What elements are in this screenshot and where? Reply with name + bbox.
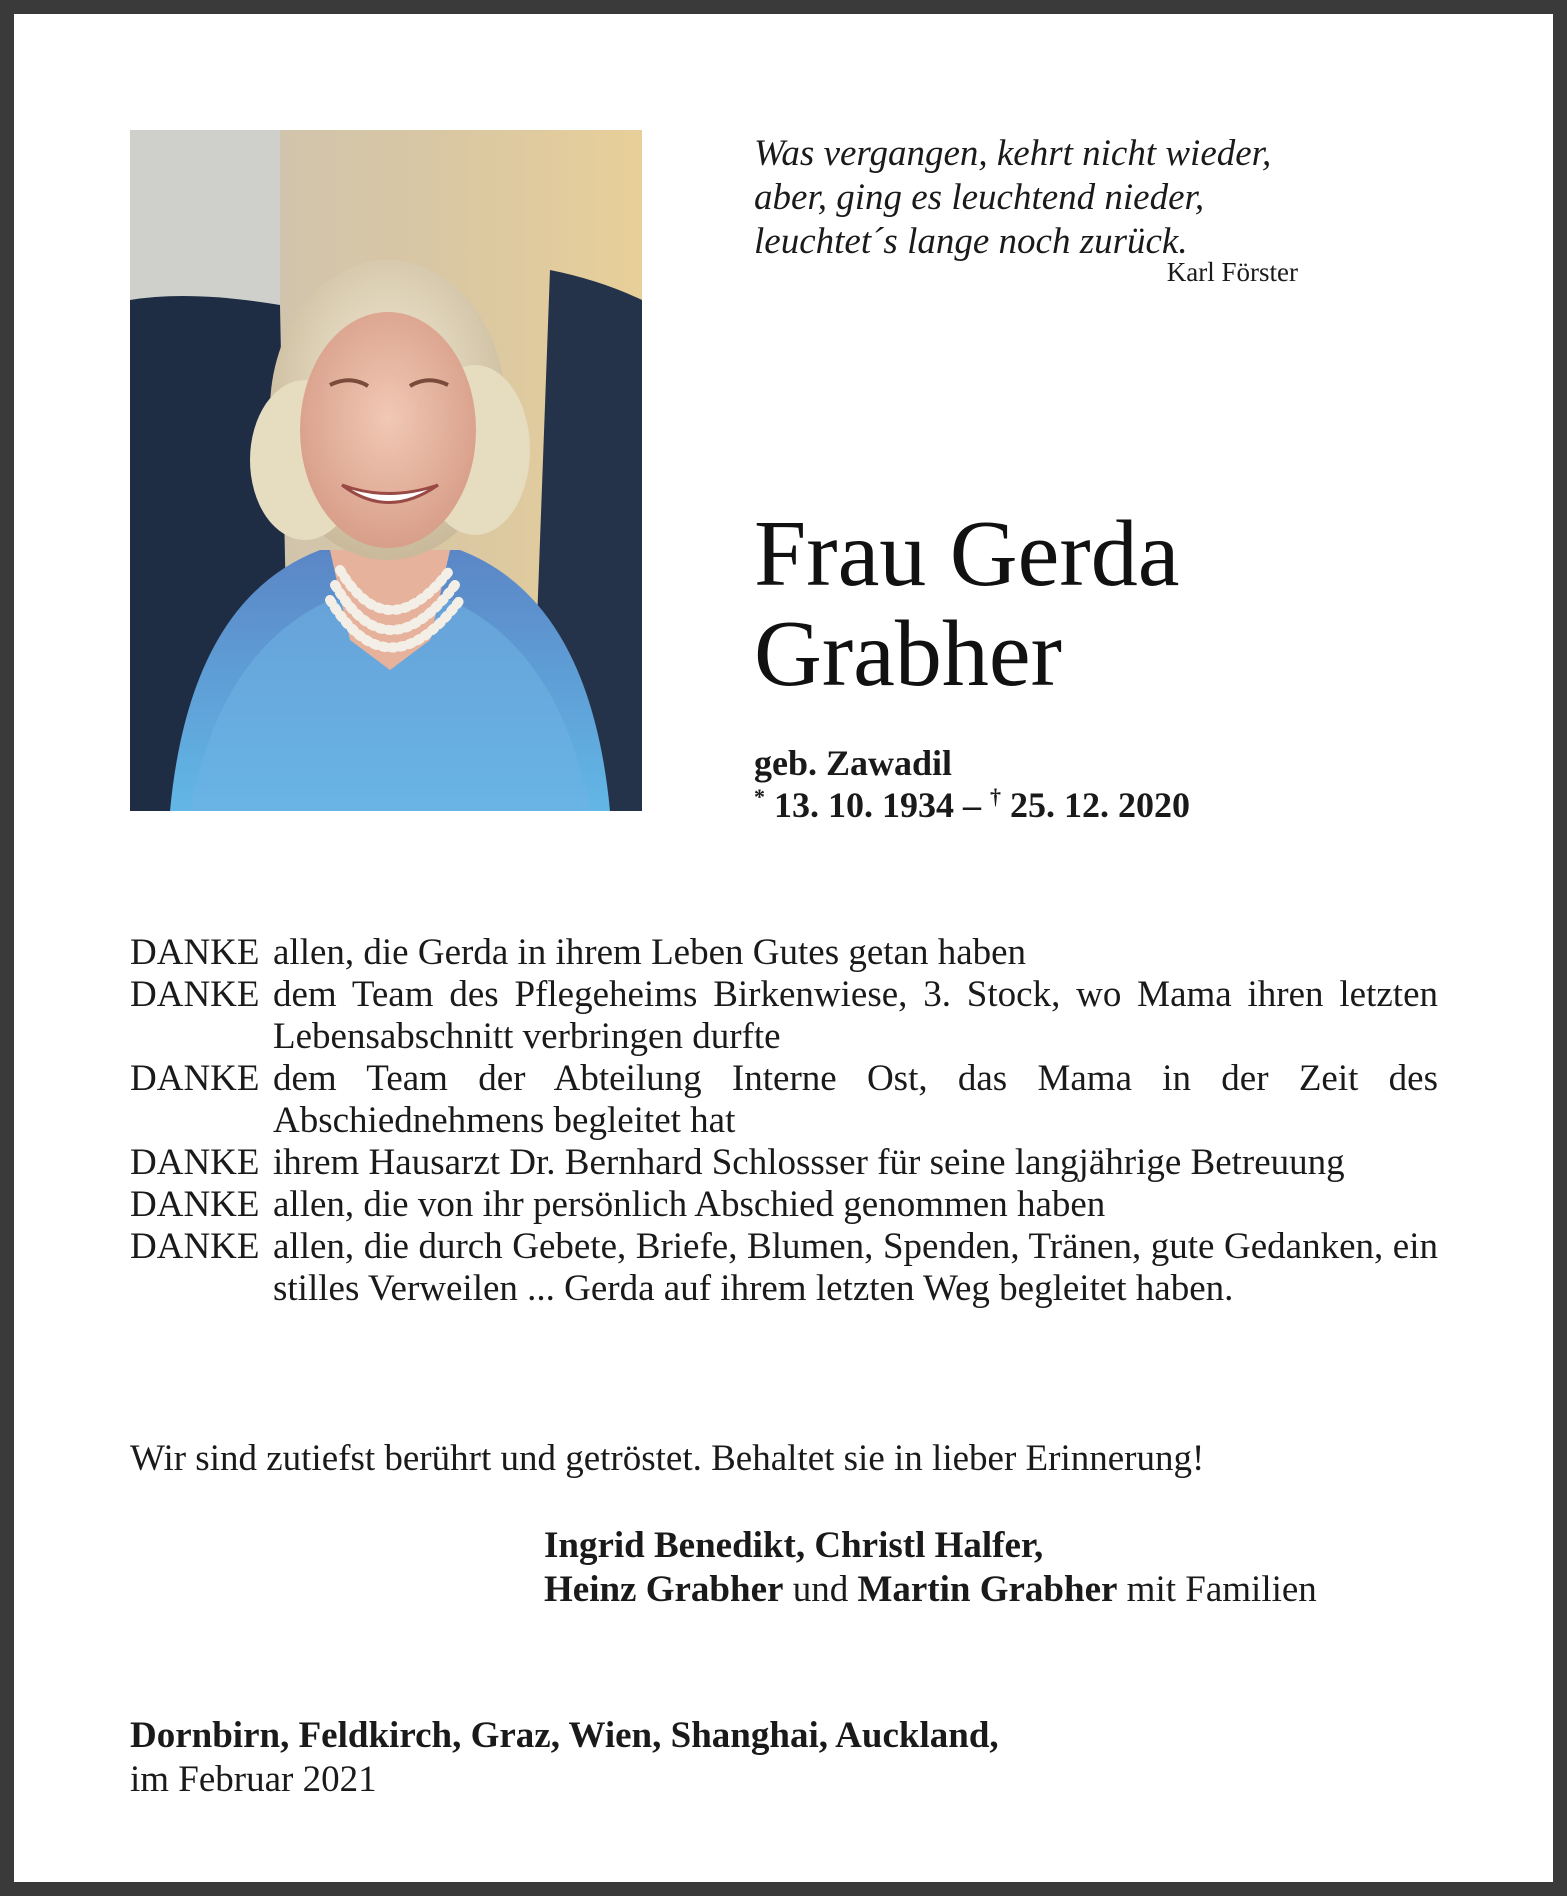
name-line-1: Frau Gerda [754,502,1180,606]
death-date: 25. 12. 2020 [1010,785,1190,825]
thanks-label: DANKE [130,932,260,973]
thanks-text: ihrem Hausarzt Dr. Bernhard Schlossser für seine langjährige Betreuung [273,1142,1345,1183]
signer-conjunction: und [783,1569,858,1610]
closing-sentence: Wir sind zutiefst berührt und getröstet. Behaltet sie in lieber Erinnerung! [130,1438,1205,1479]
memorial-quote [754,132,1314,264]
signer-name: Heinz Grabher [544,1569,784,1610]
quote-line: aber, ging es leuchtend nieder, [754,177,1205,218]
thanks-text: dem Team der Abteilung Interne Ost, das Mama in der Zeit des Abschiednehmens begleitet hat [273,1058,1438,1141]
name-line-2: Grabher [754,602,1062,706]
deceased-name [754,504,1474,704]
thanks-row [130,1226,1438,1310]
places: Dornbirn, Feldkirch, Graz, Wien, Shanghai, Auckland, [130,1715,999,1756]
thanks-row [130,1058,1438,1142]
portrait-photo [130,130,642,811]
thanks-row [130,974,1438,1058]
obituary-card [14,14,1553,1882]
signer-suffix: mit Familien [1117,1569,1317,1610]
signers-line-2 [544,1568,1438,1612]
publication-month: im Februar 2021 [130,1759,377,1800]
thanks-label: DANKE [130,1058,260,1099]
thanks-label: DANKE [130,1142,260,1183]
signers-line-1 [544,1524,1438,1568]
thanks-row [130,1184,1438,1226]
thanks-text: allen, die von ihr persönlich Abschied genommen haben [273,1184,1106,1225]
signer-name: Martin Grabher [857,1569,1118,1610]
portrait-illustration [130,130,642,811]
birth-symbol: * [754,784,765,809]
birth-name: geb. Zawadil [754,743,953,783]
thanks-label: DANKE [130,974,260,1015]
life-dates [754,784,1190,826]
thanks-label: DANKE [130,1226,260,1267]
signers [544,1524,1438,1612]
signer-names: Ingrid Benedikt, Christl Halfer, [544,1525,1044,1566]
death-symbol: † [990,784,1001,809]
birth-date: 13. 10. 1934 [774,785,954,825]
thanks-text: dem Team des Pflegeheims Birkenwiese, 3. Stock, wo Mama ihren letzten Lebensabschnitt verbringen durfte [273,974,1438,1057]
quote-author: Karl Förster [1166,257,1298,287]
thanks-label: DANKE [130,1184,260,1225]
quote-line: leuchtet´s lange noch zurück. [754,221,1188,262]
thanks-row [130,932,1438,974]
thanks-text: allen, die durch Gebete, Briefe, Blumen, Spenden, Tränen, gute Gedanken, ein stilles Verweilen ... Gerda auf ihrem letzten Weg begleitet haben. [273,1226,1438,1309]
thanks-row [130,1142,1438,1184]
thanks-text: allen, die Gerda in ihrem Leben Gutes getan haben [273,932,1027,973]
thanks-list [130,932,1438,1310]
quote-line: Was vergangen, kehrt nicht wieder, [754,133,1272,174]
date-separator: – [954,785,990,825]
